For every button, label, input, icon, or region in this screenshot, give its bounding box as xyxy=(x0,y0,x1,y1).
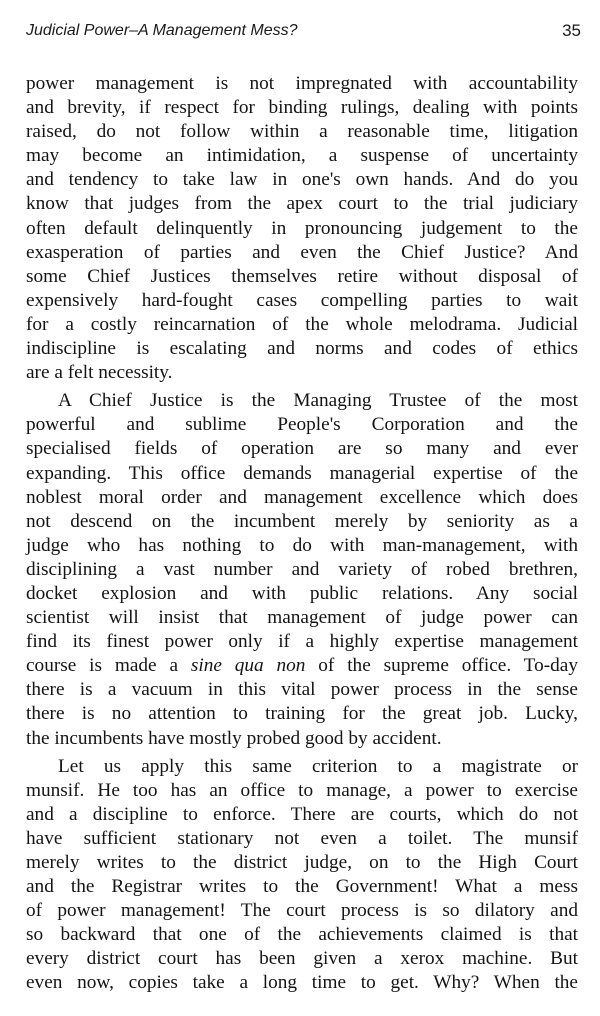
text-line: have sufficient stationary not even a toilet. The munsif xyxy=(26,827,578,849)
text-line: may become an intimidation, a suspense of uncertainty xyxy=(26,145,578,167)
text-line: powerful and sublime People's Corporation and the xyxy=(26,414,578,436)
text-run: course is made a xyxy=(26,655,191,677)
text-line: every district court has been given a xerox machine. But xyxy=(26,948,578,970)
text-line-with-italic xyxy=(26,654,578,678)
text-line: know that judges from the apex court to the trial judiciary xyxy=(26,193,578,215)
text-line: not descend on the incumbent merely by seniority as a xyxy=(26,510,578,532)
text-line: A Chief Justice is the Managing Trustee of the most xyxy=(58,390,578,412)
text-line: indiscipline is escalating and norms and codes of ethics xyxy=(26,338,578,360)
paragraph-3 xyxy=(26,755,578,996)
text-line: raised, do not follow within a reasonable time, litigation xyxy=(26,121,578,143)
italic-phrase: sine qua non xyxy=(190,655,306,677)
text-line: so backward that one of the achievements claimed is that xyxy=(26,924,578,946)
text-line: and brevity, if respect for binding rulings, dealing with points xyxy=(26,97,578,119)
text-line: even now, copies take a long time to get. Why? When the xyxy=(26,972,578,994)
body-text xyxy=(26,72,578,996)
text-line: and the Registrar writes to the Government! What a mess xyxy=(26,876,578,898)
text-line: and a discipline to enforce. There are courts, which do not xyxy=(26,803,578,825)
page-number: 35 xyxy=(562,21,581,40)
text-line: scientist will insist that management of judge power can xyxy=(26,607,578,629)
running-head xyxy=(26,22,581,46)
text-line: noblest moral order and management excellence which does xyxy=(26,486,578,508)
text-line: merely writes to the district judge, on to the High Court xyxy=(26,852,578,873)
text-line: munsif. He too has an office to manage, a power to exercise xyxy=(26,779,578,801)
text-line: are a felt necessity. xyxy=(26,362,173,384)
text-line: judge who has nothing to do with man-management, with xyxy=(26,534,578,556)
text-line: there is a vacuum in this vital power process in the sense xyxy=(26,679,578,701)
text-line: and tendency to take law in one's own hands. And do you xyxy=(26,169,578,191)
text-line: Let us apply this same criterion to a magistrate or xyxy=(58,755,578,777)
paragraph-2 xyxy=(26,389,578,750)
text-line: docket explosion and with public relations. Any social xyxy=(26,582,578,604)
text-line: find its finest power only if a highly expertise management xyxy=(26,631,578,653)
text-line: disciplining a vast number and variety of robed brethren, xyxy=(26,558,578,580)
text-run: of the supreme office. To-day xyxy=(305,655,578,677)
text-line: expensively hard-fought cases compelling parties to wait xyxy=(26,289,578,311)
text-line: often default delinquently in pronouncing judgement to the xyxy=(26,217,578,239)
text-line: power management is not impregnated with accountability xyxy=(26,73,578,94)
text-line: the incumbents have mostly probed good by accident. xyxy=(26,727,442,749)
text-line: of power management! The court process is so dilatory and xyxy=(26,900,578,922)
running-title: Judicial Power–A Management Mess? xyxy=(26,22,298,39)
text-line: specialised fields of operation are so many and ever xyxy=(26,438,578,460)
text-line: exasperation of parties and even the Chief Justice? And xyxy=(26,241,578,263)
text-line: expanding. This office demands managerial expertise of the xyxy=(26,462,578,484)
paragraph-1 xyxy=(26,72,578,385)
text-line: for a costly reincarnation of the whole melodrama. Judicial xyxy=(26,313,578,335)
text-line: some Chief Justices themselves retire without disposal of xyxy=(26,265,578,287)
text-line: there is no attention to training for the great job. Lucky, xyxy=(26,703,578,725)
